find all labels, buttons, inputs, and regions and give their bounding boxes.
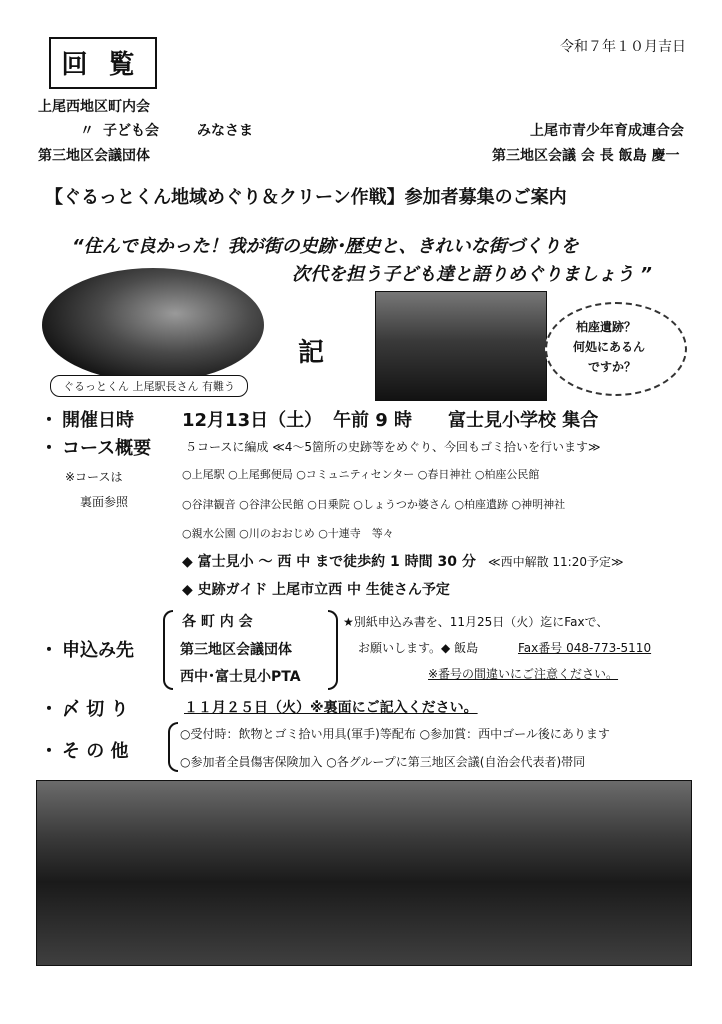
- other-label: そ の 他: [62, 741, 129, 762]
- apply-text-2: お願いします。◆ 飯島: [358, 641, 479, 655]
- station-photo: [42, 268, 264, 382]
- recipient-line-2: 子ども会: [103, 123, 159, 139]
- course-spots-3: ○親水公園 ○川のおおじめ ○十連寺 等々: [182, 527, 394, 540]
- course-bullet: ・: [40, 438, 58, 459]
- deadline-bullet: ・: [40, 699, 58, 720]
- recipient-suffix: みなさま: [197, 123, 253, 139]
- deadline-text: １１月２５日（火）※裏面にご記入ください。: [184, 700, 478, 716]
- apply-org-1: 各 町 内 会: [182, 614, 253, 630]
- kairan-label: 回 覧: [61, 50, 141, 80]
- site-photo: [375, 291, 547, 401]
- apply-text-3: ※番号の間違いにご注意ください。: [428, 667, 619, 681]
- course-spots-1: ○上尾駅 ○上尾郵便局 ○コミュニティセンター ○春日神社 ○柏座公民館: [182, 468, 540, 481]
- other-line-1: ○受付時：飲物とゴミ拾い用具(軍手)等配布 ○参加賞：西中ゴール後にあります: [180, 727, 610, 741]
- fax-number: Fax番号 048-773-5110: [518, 641, 652, 655]
- recipient-line-3: 第三地区会議団体: [38, 148, 150, 164]
- slogan-line-2: 次代を担う子ども達と語りめぐりましょう ”: [292, 264, 652, 285]
- page-title: 【ぐるっとくん地域めぐり＆クリーン作戦】参加者募集のご案内: [45, 187, 567, 208]
- course-summary: ５コースに編成 ≪4～5箇所の史跡等をめぐり、今回もゴミ拾いを行います≫: [185, 440, 601, 454]
- schedule-label: 開催日時: [62, 410, 134, 431]
- bubble-line-2: 何処にあるん: [573, 340, 646, 354]
- sender-name: 第三地区会議 会 長 飯島 慶一: [492, 148, 680, 164]
- sender-org: 上尾市青少年育成連合会: [530, 123, 684, 139]
- apply-org-2: 第三地区会議団体: [180, 642, 292, 658]
- other-bullet: ・: [40, 741, 58, 762]
- course-guide: ◆ 史跡ガイド 上尾市立西 中 生徒さん予定: [182, 582, 450, 598]
- apply-bracket-left: [163, 610, 173, 690]
- course-label: コース概要: [62, 438, 152, 459]
- issue-date: 令和７年１０月吉日: [560, 39, 686, 55]
- course-walk-note: ≪西中解散 11:20予定≫: [488, 555, 624, 569]
- bubble-line-1: 柏座遺跡？: [576, 320, 637, 334]
- schedule-time: 午前 9 時: [333, 410, 413, 431]
- course-walk: ◆ 富士見小 ～ 西 中 まで徒歩約 1 時間 30 分: [182, 554, 476, 570]
- apply-label: 申込み先: [62, 640, 134, 661]
- slogan-line-1: “住んで良かった！我が街の史跡･歴史と、きれいな街づくりを: [72, 236, 579, 257]
- schedule-place: 富士見小学校 集合: [448, 410, 599, 431]
- schedule-bullet: ・: [40, 410, 58, 431]
- apply-bracket-right: [328, 610, 338, 690]
- course-note-1: ※コースは: [65, 470, 123, 484]
- station-photo-caption: ぐるっとくん 上尾駅長さん 有難う: [50, 375, 248, 397]
- apply-text-1: ★別紙申込み書を、11月25日（火）迄にFaxで、: [343, 615, 609, 629]
- course-note-2: 裏面参照: [80, 495, 129, 509]
- other-line-2: ○参加者全員傷害保険加入 ○各グループに第三地区会議(自治会代表者)帯同: [180, 755, 586, 769]
- apply-bullet: ・: [40, 640, 58, 661]
- course-spots-2: ○谷津観音 ○谷津公民館 ○日乗院 ○しょうつか婆さん ○柏座遺跡 ○神明神社: [182, 498, 566, 511]
- group-photo: [36, 780, 692, 966]
- recipient-ditto-mark: 〃: [80, 123, 94, 139]
- deadline-label: 〆 切 り: [62, 699, 129, 720]
- apply-org-3: 西中･富士見小PTA: [180, 669, 301, 685]
- recipient-line-1: 上尾西地区町内会: [38, 99, 150, 115]
- ki-mark: 記: [298, 338, 325, 368]
- schedule-date: 12月13日（土）: [182, 410, 323, 431]
- other-bracket: [168, 722, 178, 772]
- bubble-line-3: ですか？: [588, 360, 637, 374]
